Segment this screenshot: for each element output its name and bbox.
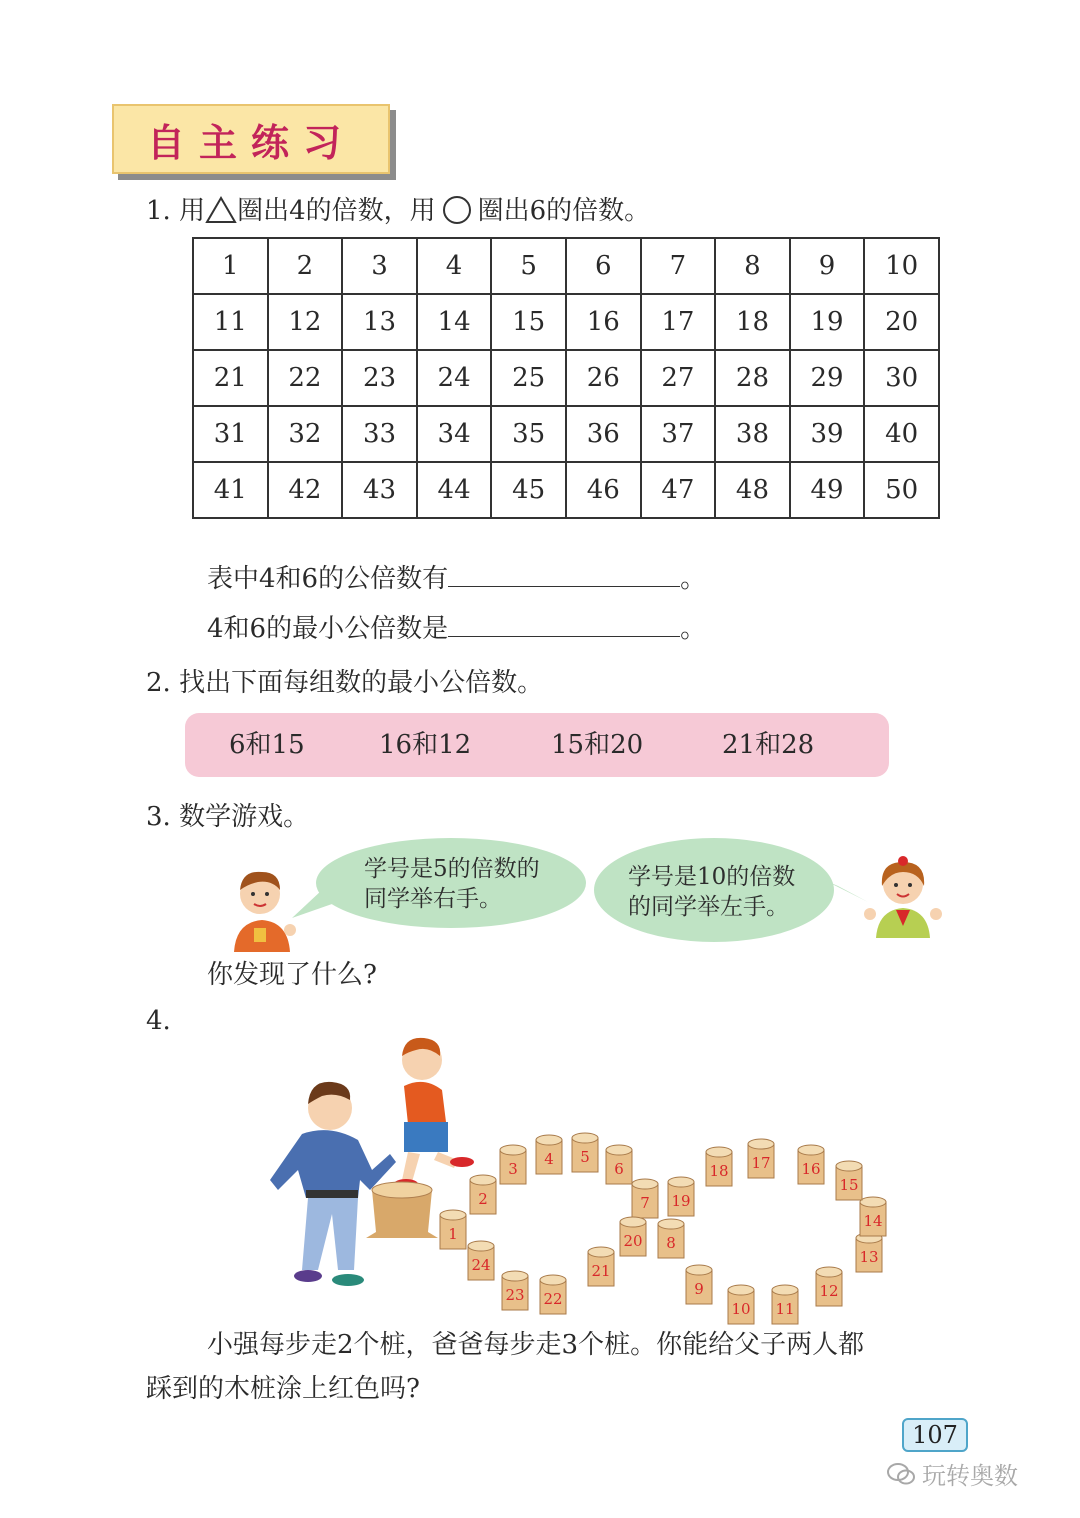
stump-3[interactable] [500,1145,526,1184]
grid-cell[interactable]: 15 [491,294,566,350]
stump-number: 22 [543,1290,563,1308]
grid-cell[interactable]: 46 [566,462,641,518]
grid-cell[interactable]: 8 [715,238,790,294]
stump-7[interactable] [632,1179,658,1218]
stump-number: 15 [839,1176,859,1194]
stump-23[interactable] [502,1271,528,1310]
q1-blank2-row [207,608,706,646]
bubble-boy-line1: 学号是5的倍数的 [364,856,540,882]
girl-illustration [862,852,944,938]
stump-number: 14 [863,1212,883,1230]
stump-5[interactable] [572,1133,598,1172]
stump-11[interactable] [772,1285,798,1324]
answer-blank-lcm[interactable] [448,608,680,637]
grid-cell[interactable]: 42 [268,462,343,518]
stump-10[interactable] [728,1285,754,1324]
grid-row [193,406,939,462]
stump-14[interactable] [860,1197,886,1236]
grid-cell[interactable]: 31 [193,406,268,462]
grid-cell[interactable]: 2 [268,238,343,294]
q1-blank1-label: 表中4和6的公倍数有 [207,564,449,594]
grid-cell[interactable]: 45 [491,462,566,518]
grid-cell[interactable]: 18 [715,294,790,350]
watermark-text: 玩转奥数 [922,1462,1018,1490]
stump-number: 8 [666,1234,676,1252]
q1-period-2: 。 [680,614,707,644]
grid-cell[interactable]: 43 [342,462,417,518]
grid-cell[interactable]: 50 [864,462,939,518]
q1-blank2-label: 4和6的最小公倍数是 [207,614,449,644]
grid-cell[interactable]: 44 [417,462,492,518]
q2-instruction: 2. 找出下面每组数的最小公倍数。 [146,668,544,698]
grid-cell[interactable]: 16 [566,294,641,350]
bubble-tail-left [292,890,332,920]
grid-cell[interactable]: 38 [715,406,790,462]
boy-illustration [222,862,302,952]
q3-instruction: 3. 数学游戏。 [146,802,310,832]
grid-cell[interactable]: 21 [193,350,268,406]
grid-cell[interactable]: 3 [342,238,417,294]
stump-number: 3 [508,1160,518,1178]
grid-cell[interactable]: 6 [566,238,641,294]
stump-21[interactable] [588,1247,614,1286]
stump-9[interactable] [686,1265,712,1304]
grid-cell[interactable]: 41 [193,462,268,518]
grid-cell[interactable]: 47 [641,462,716,518]
grid-cell[interactable]: 36 [566,406,641,462]
grid-cell[interactable]: 7 [641,238,716,294]
grid-cell[interactable]: 5 [491,238,566,294]
stump-number: 12 [819,1282,839,1300]
grid-cell[interactable]: 9 [790,238,865,294]
pair-item: 15和20 [551,730,644,760]
stump-number: 13 [859,1248,879,1266]
q3-question: 你发现了什么? [207,960,377,990]
stump-15[interactable] [836,1161,862,1200]
stump-16[interactable] [798,1145,824,1184]
q4-label: 4. [146,1006,171,1036]
grid-cell[interactable]: 32 [268,406,343,462]
number-pairs-box [185,713,889,777]
q1-text-start: 1. 用 [146,196,206,226]
stump-number: 20 [623,1232,643,1250]
q1-text-mid: 圈出4的倍数，用 [237,196,436,226]
grid-cell[interactable]: 10 [864,238,939,294]
grid-cell[interactable]: 13 [342,294,417,350]
page-number: 107 [902,1418,968,1452]
stump-number: 4 [544,1150,554,1168]
stump-number: 5 [580,1148,590,1166]
pair-item: 6和15 [229,730,305,760]
grid-cell[interactable]: 25 [491,350,566,406]
stump-number: 19 [671,1192,691,1210]
grid-cell[interactable]: 29 [790,350,865,406]
pair-item: 16和12 [379,730,472,760]
grid-cell[interactable]: 33 [342,406,417,462]
section-title: 自主练习 [112,104,390,174]
grid-row [193,238,939,294]
grid-row [193,294,939,350]
grid-cell[interactable]: 19 [790,294,865,350]
grid-cell[interactable]: 48 [715,462,790,518]
grid-cell[interactable]: 12 [268,294,343,350]
stump-number: 24 [471,1256,491,1274]
grid-cell[interactable]: 26 [566,350,641,406]
stump-number: 9 [694,1280,704,1298]
grid-cell[interactable]: 35 [491,406,566,462]
stump-number: 1 [448,1225,458,1243]
grid-row [193,462,939,518]
grid-cell[interactable]: 24 [417,350,492,406]
stump-number: 23 [505,1286,525,1304]
stump-number: 7 [640,1194,650,1212]
stump-number: 10 [731,1300,751,1318]
stump-2[interactable] [470,1175,496,1214]
triangle-icon [205,196,237,224]
grid-cell[interactable]: 11 [193,294,268,350]
stump-17[interactable] [748,1139,774,1178]
stump-22[interactable] [540,1275,566,1314]
grid-cell[interactable]: 49 [790,462,865,518]
grid-cell[interactable]: 22 [268,350,343,406]
grid-cell[interactable]: 14 [417,294,492,350]
watermark [886,1456,1018,1491]
grid-cell[interactable]: 20 [864,294,939,350]
stump-path [420,1120,900,1330]
grid-cell[interactable]: 30 [864,350,939,406]
speech-bubble-girl [594,838,834,942]
q4-text-line1: 小强每步走2个桩，爸爸每步走3个桩。你能给父子两人都 [207,1330,865,1360]
stump-number: 2 [478,1190,488,1208]
stump-1[interactable] [440,1210,466,1249]
stump-4[interactable] [536,1135,562,1174]
grid-cell[interactable]: 37 [641,406,716,462]
bubble-girl-line1: 学号是10的倍数 [628,864,796,890]
grid-cell[interactable]: 27 [641,350,716,406]
grid-cell[interactable]: 4 [417,238,492,294]
stump-number: 11 [775,1300,795,1318]
stump-number: 6 [614,1160,624,1178]
stump-number: 16 [801,1160,821,1178]
stump-13[interactable] [856,1233,882,1272]
stump-number: 18 [709,1162,729,1180]
q1-blank1-row [207,558,706,596]
number-grid [192,237,940,519]
stump-19[interactable] [668,1177,694,1216]
stump-12[interactable] [816,1267,842,1306]
grid-cell[interactable]: 40 [864,406,939,462]
stump-number: 17 [751,1154,771,1172]
stump-20[interactable] [620,1217,646,1256]
pair-item: 21和28 [722,730,815,760]
stump-18[interactable] [706,1147,732,1186]
bubble-boy-line2: 同学举右手。 [364,886,502,912]
q4-text-line2: 踩到的木桩涂上红色吗? [146,1374,420,1404]
stump-number: 21 [591,1262,611,1280]
bubble-girl-line2: 的同学举左手。 [628,894,789,920]
stump-24[interactable] [468,1241,494,1280]
grid-cell[interactable]: 1 [193,238,268,294]
grid-cell[interactable]: 28 [715,350,790,406]
grid-cell[interactable]: 34 [417,406,492,462]
circle-icon [440,195,474,225]
grid-row [193,350,939,406]
wechat-icon [886,1461,916,1487]
q1-period-1: 。 [680,564,707,594]
speech-bubble-boy [316,838,586,928]
grid-cell[interactable]: 39 [790,406,865,462]
grid-cell[interactable]: 17 [641,294,716,350]
grid-cell[interactable]: 23 [342,350,417,406]
stump-8[interactable] [658,1219,684,1258]
q1-instruction [146,194,650,228]
stump-6[interactable] [606,1145,632,1184]
q1-text-end: 圈出6的倍数。 [477,196,651,226]
answer-blank-common-multiples[interactable] [448,558,680,587]
